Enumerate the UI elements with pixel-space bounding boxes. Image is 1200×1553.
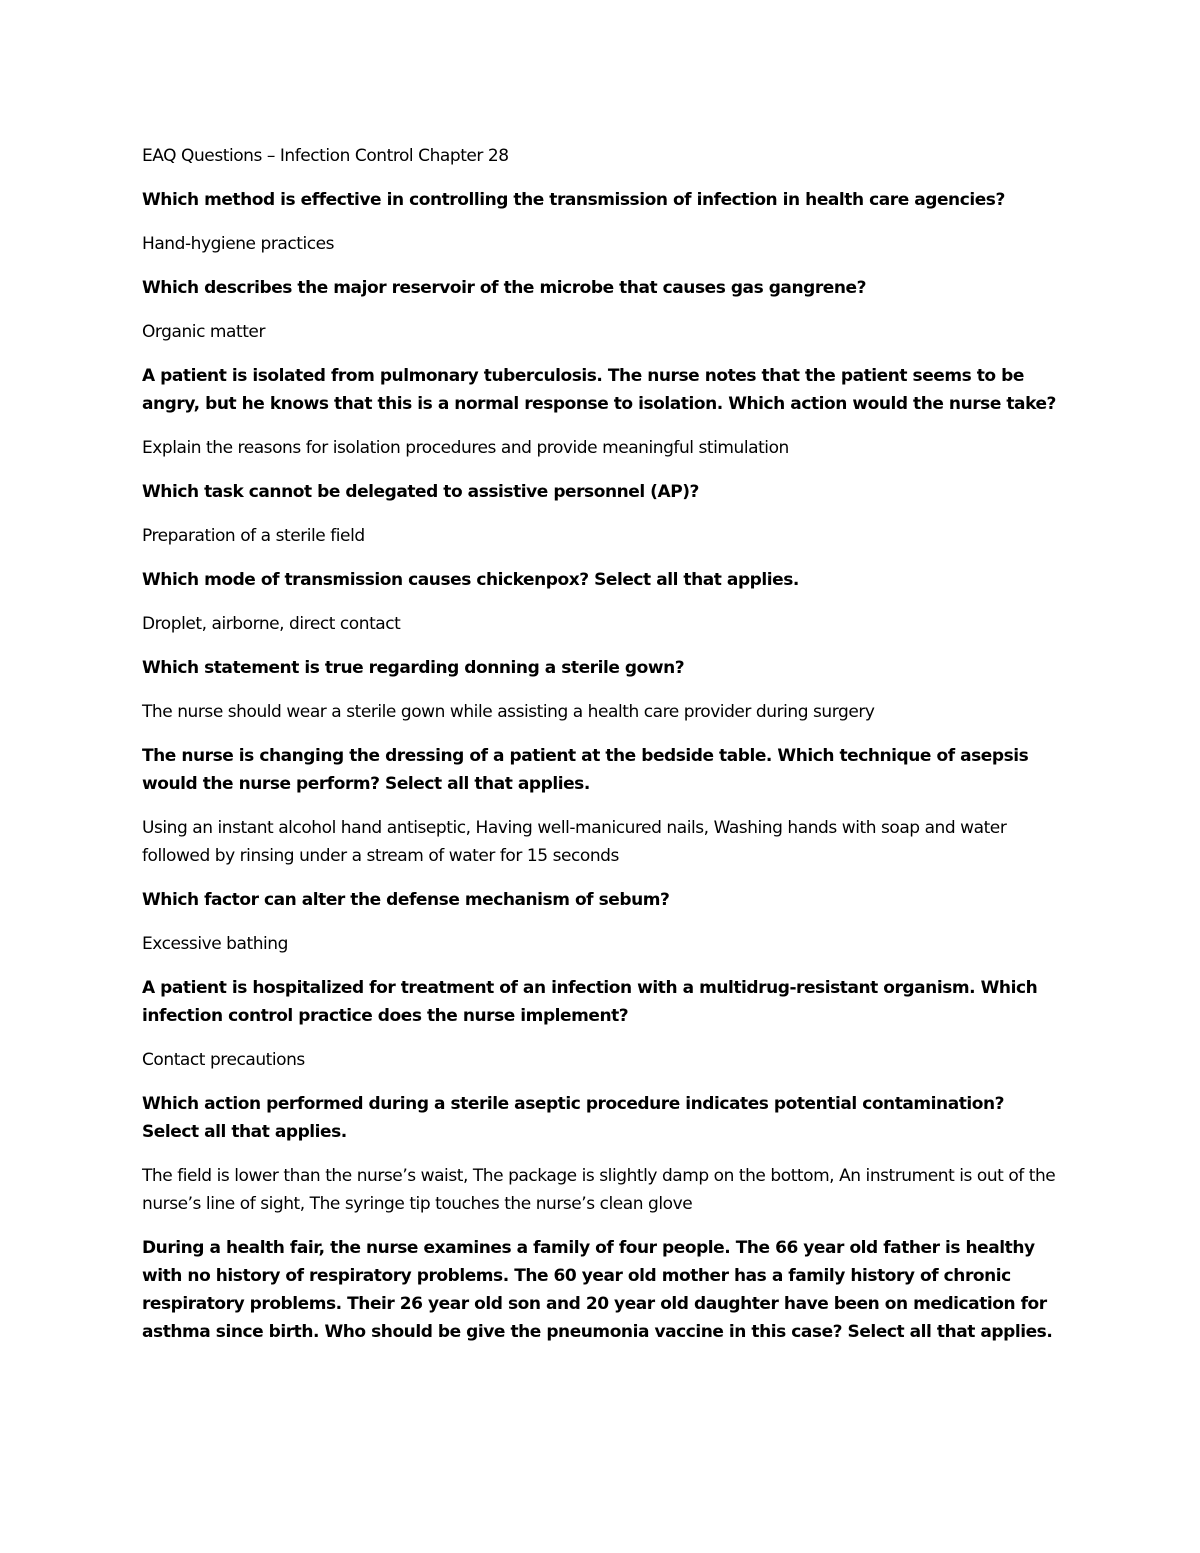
answer-3: Explain the reasons for isolation procedures and provide meaningful stimulation — [142, 438, 789, 458]
answer-9: Contact precautions — [142, 1050, 305, 1070]
answer-2: Organic matter — [142, 322, 265, 342]
question-11: During a health fair, the nurse examines a family of four people. The 66 year old father is healthy with no history of respiratory problems. The 60 year old mother has a family history of chronic respiratory problems. Their 26 year old son and 20 year old daughter have been on medication for asthma since birth. Who should be give the pneumonia vaccine in this case? Select all that applies. — [142, 1238, 1053, 1342]
answer-7: Using an instant alcohol hand antiseptic, Having well-manicured nails, Washing hands with soap and water followed by rinsing under a stream of water for 15 seconds — [142, 818, 1007, 866]
question-6: Which statement is true regarding donning a sterile gown? — [142, 658, 685, 678]
document-body — [142, 142, 1062, 1362]
question-7: The nurse is changing the dressing of a patient at the bedside table. Which technique of asepsis would the nurse perform? Select all that applies. — [142, 746, 1029, 794]
answer-6: The nurse should wear a sterile gown while assisting a health care provider during surgery — [142, 702, 875, 722]
answer-1: Hand-hygiene practices — [142, 234, 335, 254]
question-5: Which mode of transmission causes chickenpox? Select all that applies. — [142, 570, 799, 590]
question-2: Which describes the major reservoir of the microbe that causes gas gangrene? — [142, 278, 866, 298]
answer-5: Droplet, airborne, direct contact — [142, 614, 401, 634]
question-3: A patient is isolated from pulmonary tuberculosis. The nurse notes that the patient seems to be angry, but he knows that this is a normal response to isolation. Which action would the nurse take? — [142, 366, 1056, 414]
question-1: Which method is effective in controlling the transmission of infection in health care agencies? — [142, 190, 1005, 210]
question-9: A patient is hospitalized for treatment of an infection with a multidrug-resistant organism. Which infection control practice does the nurse implement? — [142, 978, 1038, 1026]
answer-8: Excessive bathing — [142, 934, 288, 954]
question-8: Which factor can alter the defense mechanism of sebum? — [142, 890, 670, 910]
question-10: Which action performed during a sterile aseptic procedure indicates potential contamination? Select all that applies. — [142, 1094, 1005, 1142]
answer-10: The field is lower than the nurse’s waist, The package is slightly damp on the bottom, An instrument is out of the nurse’s line of sight, The syringe tip touches the nurse’s clean glove — [142, 1166, 1056, 1214]
document-title: EAQ Questions – Infection Control Chapter 28 — [142, 146, 509, 166]
answer-4: Preparation of a sterile field — [142, 526, 365, 546]
question-4: Which task cannot be delegated to assistive personnel (AP)? — [142, 482, 699, 502]
